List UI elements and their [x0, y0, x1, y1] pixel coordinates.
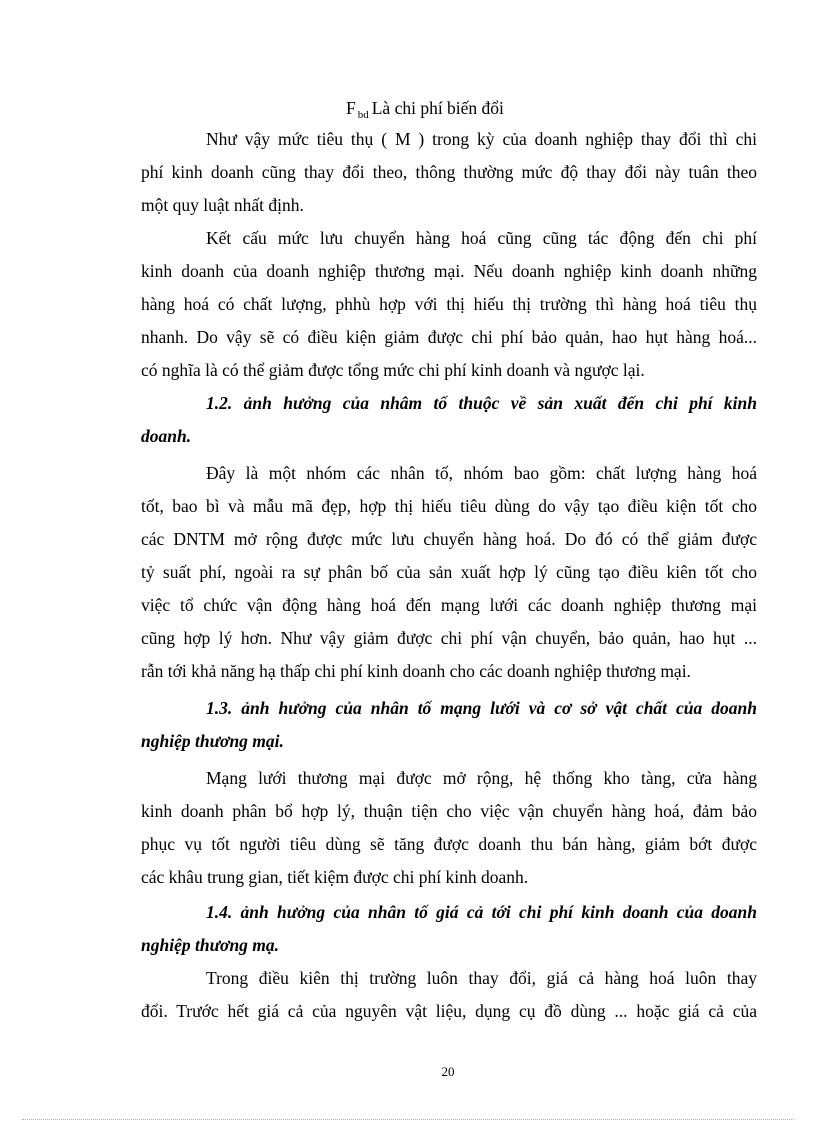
- paragraph-line: phí kinh doanh cũng thay đổi theo, thông thường mức độ thay đổi này tuân theo: [141, 162, 757, 182]
- paragraph-line: Mạng lưới thương mại được mở rộng, hệ thống kho tàng, cửa hàng: [206, 768, 757, 788]
- paragraph-line: các DNTM mở rộng được mức lưu chuyển hàng hoá. Do đó có thể giảm được: [141, 529, 757, 549]
- formula-line: [346, 97, 504, 122]
- paragraph-line: các khâu trung gian, tiết kiệm được chi phí kinh doanh.: [141, 867, 529, 887]
- paragraph-line: nhanh. Do vậy sẽ có điều kiện giảm được chi phí bảo quản, hao hụt hàng hoá...: [141, 327, 757, 347]
- paragraph-line: rẫn tới khả năng hạ thấp chi phí kinh doanh cho các doanh nghiệp thương mại.: [141, 661, 691, 681]
- section-heading-line: 1.2. ảnh hưởng của nhâm tố thuộc về sản xuất đến chi phí kinh: [206, 393, 757, 413]
- paragraph-line: việc tổ chức vận động hàng hoá đến mạng lưới các doanh nghiệp thương mại: [141, 595, 757, 615]
- paragraph-line: tốt, bao bì và mẫu mã đẹp, hợp thị hiếu tiêu dùng do vậy tạo điều kiện tốt cho: [141, 496, 757, 516]
- formula-text: Là chi phí biến đổi: [371, 98, 504, 118]
- paragraph-line: phục vụ tốt người tiêu dùng sẽ tăng được doanh thu bán hàng, giảm bớt được: [141, 834, 757, 854]
- section-heading-line: nghiệp thương mạ.: [141, 935, 280, 955]
- paragraph-line: kinh doanh phân bổ hợp lý, thuận tiện cho việc vận chuyển hàng hoá, đảm bảo: [141, 801, 757, 821]
- paragraph-line: Như vậy mức tiêu thụ ( M ) trong kỳ của doanh nghiệp thay đổi thì chi: [206, 129, 757, 149]
- section-heading-line: 1.3. ảnh hưởng của nhân tố mạng lưới và cơ sở vật chất của doanh: [206, 698, 757, 718]
- section-heading-line: nghiệp thương mại.: [141, 731, 284, 751]
- formula-symbol: F: [346, 98, 356, 118]
- paragraph-line: cũng hợp lý hơn. Như vậy giảm được chi phí vận chuyển, bảo quản, hao hụt ...: [141, 628, 757, 648]
- formula-subscript: bd: [357, 109, 369, 121]
- paragraph-line: đổi. Trước hết giá cả của nguyên vật liệu, dụng cụ đồ dùng ... hoặc giá cả của: [141, 1001, 757, 1021]
- page-bottom-divider: [22, 1119, 794, 1120]
- paragraph-line: hàng hoá có chất lượng, phhù hợp với thị hiếu thị trường thì hàng hoá tiêu thụ: [141, 294, 757, 314]
- paragraph-line: Đây là một nhóm các nhân tố, nhóm bao gồm: chất lượng hàng hoá: [206, 463, 757, 483]
- paragraph-line: có nghĩa là có thể giảm được tổng mức chi phí kinh doanh và ngược lại.: [141, 360, 645, 380]
- paragraph-line: kinh doanh của doanh nghiệp thương mại. Nếu doanh nghiệp kinh doanh những: [141, 261, 757, 281]
- section-heading-line: doanh.: [141, 426, 192, 446]
- section-heading-line: 1.4. ảnh hưởng của nhân tố giá cả tới chi phí kinh doanh của doanh: [206, 902, 757, 922]
- paragraph-line: tỷ suất phí, ngoài ra sự phân bố của sản xuất hợp lý cũng tạo điều kiên tốt cho: [141, 562, 757, 582]
- paragraph-line: Kết cấu mức lưu chuyển hàng hoá cũng cũng tác động đến chi phí: [206, 228, 757, 248]
- paragraph-line: Trong điều kiên thị trường luôn thay đổi, giá cả hàng hoá luôn thay: [206, 968, 757, 988]
- page-number: 20: [441, 1064, 455, 1079]
- paragraph-line: một quy luật nhất định.: [141, 195, 304, 215]
